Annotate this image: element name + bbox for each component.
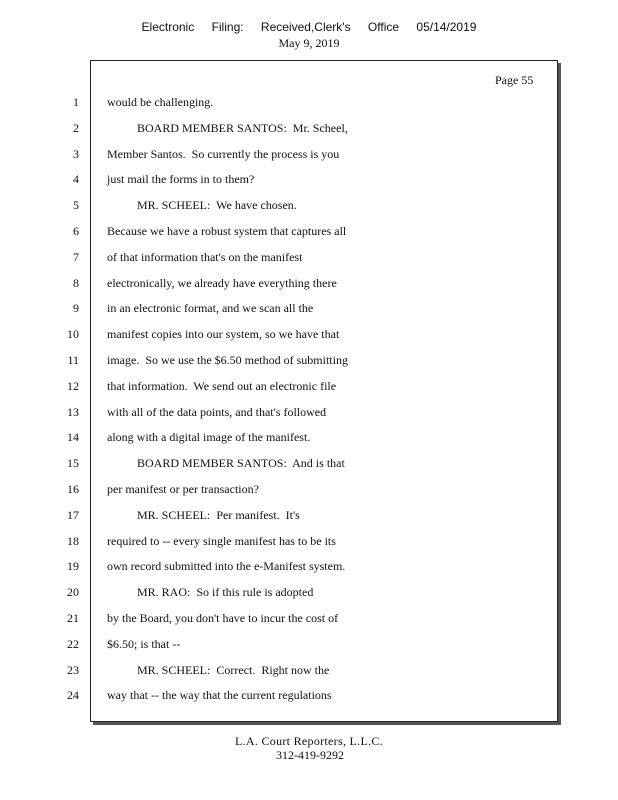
line-number: 19 xyxy=(67,559,79,573)
line-number: 15 xyxy=(67,456,79,470)
line-number: 7 xyxy=(73,250,79,264)
line-number: 23 xyxy=(67,663,79,677)
page-number: Page 55 xyxy=(495,73,534,87)
line-number: 11 xyxy=(67,353,79,367)
line-number: 8 xyxy=(73,276,79,290)
transcript-line: just mail the forms in to them? xyxy=(107,172,255,186)
hearing-date: May 9, 2019 xyxy=(278,36,340,50)
line-number: 10 xyxy=(67,327,79,341)
transcript-line: manifest copies into our system, so we have that xyxy=(107,327,340,341)
transcript-line: $6.50; is that -- xyxy=(107,637,181,651)
line-number: 4 xyxy=(73,172,79,186)
line-number: 13 xyxy=(67,405,79,419)
transcript-line: MR. SCHEEL: Per manifest. It's xyxy=(107,508,300,522)
stamp-word-filing: Filing: xyxy=(211,20,244,34)
line-number: 18 xyxy=(67,534,79,548)
stamp-word-electronic: Electronic xyxy=(141,20,195,34)
transcript-line: MR. RAO: So if this rule is adopted xyxy=(107,585,314,599)
line-number: 14 xyxy=(67,430,79,444)
transcript-line: own record submitted into the e-Manifest system. xyxy=(107,559,346,573)
transcript-line: in an electronic format, and we scan all the xyxy=(107,301,314,315)
footer-phone: 312-419-9292 xyxy=(276,748,344,762)
transcript-line: Member Santos. So currently the process is you xyxy=(107,147,340,161)
transcript-line: electronically, we already have everything there xyxy=(107,276,337,290)
line-number: 5 xyxy=(73,198,79,212)
stamp-date: 05/14/2019 xyxy=(416,20,477,34)
transcript-line: MR. SCHEEL: Correct. Right now the xyxy=(107,663,330,677)
transcript-line: image. So we use the $6.50 method of submitting xyxy=(107,353,348,367)
line-number: 17 xyxy=(67,508,79,522)
transcript-line: would be challenging. xyxy=(107,95,214,109)
line-number: 16 xyxy=(67,482,79,496)
transcript-line: with all of the data points, and that's followed xyxy=(107,405,327,419)
stamp-word-office: Office xyxy=(367,20,400,34)
line-number: 20 xyxy=(67,585,79,599)
line-number: 2 xyxy=(73,121,79,135)
footer-company: L.A. Court Reporters, L.L.C. xyxy=(234,734,384,748)
transcript-line: of that information that's on the manifest xyxy=(107,250,303,264)
transcript-line: Because we have a robust system that captures all xyxy=(107,224,347,238)
filing-stamp xyxy=(0,20,618,34)
line-number: 1 xyxy=(73,95,79,109)
transcript-line: required to -- every single manifest has to be its xyxy=(107,534,336,548)
transcript-line: along with a digital image of the manifest. xyxy=(107,430,311,444)
line-number: 9 xyxy=(73,301,79,315)
transcript-line: BOARD MEMBER SANTOS: Mr. Scheel, xyxy=(107,121,348,135)
line-number: 6 xyxy=(73,224,79,238)
transcript-line: per manifest or per transaction? xyxy=(107,482,259,496)
line-number: 22 xyxy=(67,637,79,651)
stamp-word-received: Received,Clerk's xyxy=(260,20,351,34)
line-number: 3 xyxy=(73,147,79,161)
transcript-line: BOARD MEMBER SANTOS: And is that xyxy=(107,456,345,470)
line-number: 12 xyxy=(67,379,79,393)
transcript-line: way that -- the way that the current regulations xyxy=(107,688,332,702)
transcript-line: by the Board, you don't have to incur the cost of xyxy=(107,611,339,625)
transcript-line: MR. SCHEEL: We have chosen. xyxy=(107,198,297,212)
line-number: 21 xyxy=(67,611,79,625)
transcript-line: that information. We send out an electronic file xyxy=(107,379,337,393)
line-number: 24 xyxy=(67,688,79,702)
